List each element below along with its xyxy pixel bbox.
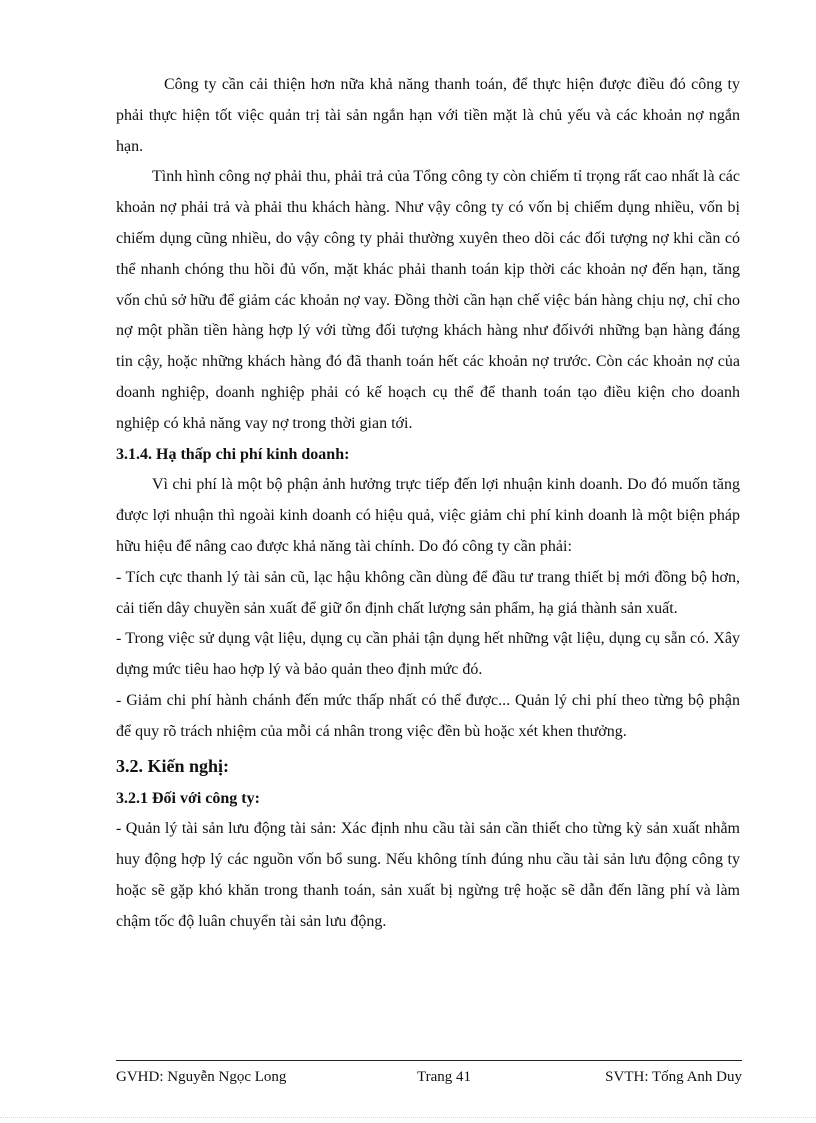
paragraph-cost-intro: Vì chi phí là một bộ phận ảnh hưởng trực tiếp đến lợi nhuận kinh doanh. Do đó muốn tăng được lợi nhuận thì ngoài kinh doanh có hiệu quả, việc giảm chi phí kinh doanh là một biện pháp hữu hiệu để nâng cao được khả năng tài chính. Do đó công ty cần phải: <box>116 476 740 555</box>
footer-student: SVTH: Tống Anh Duy <box>605 1069 742 1085</box>
heading-for-company: 3.2.1 Đối với công ty: <box>116 789 260 807</box>
bullet-materials-usage: - Trong việc sử dụng vật liệu, dụng cụ cần phải tận dụng hết những vật liệu, dụng cụ sẵn có. Xây dựng mức tiêu hao hợp lý và bảo quản theo định mức đó. <box>116 630 740 679</box>
bullet-liquidate-assets: - Tích cực thanh lý tài sản cũ, lạc hậu không cần dùng để đầu tư trang thiết bị mới đồng bộ hơn, cải tiến dây chuyền sản xuất để giữ ổn định chất lượng sản phẩm, hạ giá thành sản xuất. <box>116 568 740 617</box>
page-body <box>116 70 740 938</box>
page-footer <box>116 1066 742 1088</box>
footer-page-number: Trang 41 <box>417 1069 472 1085</box>
paragraph-payment-capacity: Công ty cần cải thiện hơn nữa khả năng thanh toán, để thực hiện được điều đó công ty phải thực hiện tốt việc quản trị tài sản ngắn hạn với tiền mặt là chủ yếu và các khoản nợ ngắn hạn. <box>116 76 740 155</box>
bullet-current-assets: - Quản lý tài sản lưu động tài sản: Xác định nhu cầu tài sản cần thiết cho từng kỳ sản xuất nhằm huy động hợp lý các nguồn vốn bổ sung. Nếu không tính đúng nhu cầu tài sản lưu động công ty hoặc sẽ gặp khó khăn trong thanh toán, sản xuất bị ngừng trệ hoặc sẽ dẫn đến lãng phí và làm chậm tốc độ luân chuyển tài sản lưu động. <box>116 820 740 930</box>
heading-reduce-costs: 3.1.4. Hạ thấp chi phí kinh doanh: <box>116 445 350 463</box>
paragraph-debt-situation: Tình hình công nợ phải thu, phải trả của Tổng công ty còn chiếm tỉ trọng rất cao nhất là các khoản nợ phải trả và phải thu khách hàng. Như vậy công ty có vốn bị chiếm dụng nhiều, vốn bị chiếm dụng cũng nhiều, do vậy công ty phải thường xuyên theo dõi các đối tượng nợ khi cần có thể nhanh chóng thu hồi đủ vốn, mặt khác phải thanh toán kịp thời các khoản nợ đến hạn, tăng vốn chủ sở hữu để giảm các khoản nợ vay. Đồng thời cần hạn chế việc bán hàng chịu nợ, chỉ cho nợ một phần tiền hàng hợp lý với từng đối tượng khách hàng như đốivới những bạn hàng đáng tin cậy, hoặc những khách hàng đó đã thanh toán hết các khoản nợ trước. Còn các khoản nợ của doanh nghiệp, doanh nghiệp phải có kế hoạch cụ thể để thanh toán tạo điều kiện cho doanh nghiệp có khả năng vay nợ trong thời gian tới. <box>116 168 740 432</box>
footer-advisor: GVHD: Nguyễn Ngọc Long <box>116 1069 287 1085</box>
page-edge-divider <box>0 1117 816 1118</box>
heading-recommendations: 3.2. Kiến nghị: <box>116 755 230 776</box>
footer-divider <box>116 1060 742 1061</box>
bullet-admin-costs: - Giảm chi phí hành chánh đến mức thấp nhất có thể được... Quản lý chi phí theo từng bộ phận để quy rõ trách nhiệm của mỗi cá nhân trong việc đền bù hoặc xét khen thưởng. <box>116 691 740 740</box>
